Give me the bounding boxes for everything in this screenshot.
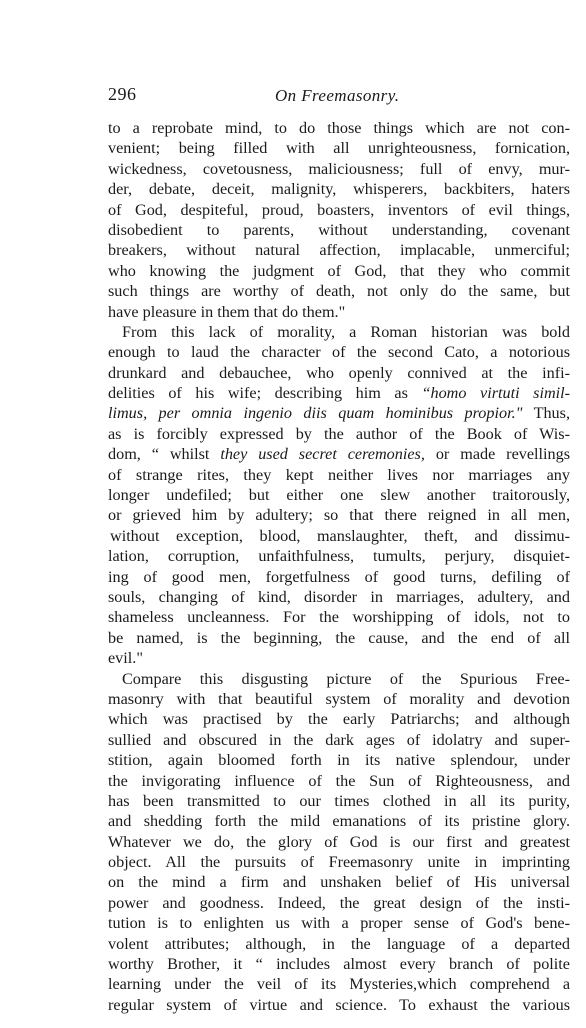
italic-phrase: they used secret ceremonies,	[220, 445, 425, 464]
text-line: der, debate, deceit, malignity, whisperers, backbiters, haters	[108, 180, 570, 199]
text-line	[108, 403, 570, 423]
text-line: drunkard and debauchee, who openly connived at the infi-	[108, 363, 570, 382]
text-line: who knowing the judgment of God, that they who commit	[108, 261, 570, 280]
text-line: learning under the veil of its Mysteries,which comprehend a	[108, 975, 570, 994]
text-line: and shedding forth the mild emanations of its pristine glory.	[108, 812, 570, 831]
text-line: masonry with that beautiful system of morality and devotion	[108, 689, 570, 708]
text-line: souls, changing of kind, disorder in marriages, adultery, and	[108, 587, 570, 606]
text-line: as is forcibly expressed by the author of the Book of Wis-	[108, 424, 570, 443]
text-line: without exception, blood, manslaughter, theft, and dissimu-	[110, 526, 570, 545]
text-line: be named, is the beginning, the cause, and the end of all	[108, 628, 570, 647]
text-line: shameless uncleanness. For the worshipping of idols, not to	[108, 608, 570, 627]
text-line: evil."	[108, 649, 143, 668]
text-line: power and goodness. Indeed, the great design of the insti-	[108, 893, 570, 912]
running-head: On Freemasonry.	[275, 86, 400, 105]
text-line: such things are worthy of death, not only do the same, but	[108, 282, 570, 301]
latin-quote: “homo virtuti simil-	[421, 384, 571, 403]
text-line: of strange rites, they kept neither lives nor marriages any	[108, 465, 570, 484]
text-line: of God, despiteful, proud, boasters, inventors of evil things,	[108, 200, 570, 219]
text-line: have pleasure in them that do them."	[108, 302, 346, 321]
text-line: longer undefiled; but either one slew another traitorously,	[108, 486, 570, 505]
text-line: on the mind a firm and unshaken belief of His universal	[108, 873, 570, 892]
text-line: sullied and obscured in the dark ages of idolatry and super-	[108, 730, 570, 749]
text-line: regular system of virtue and science. To exhaust the various	[108, 995, 570, 1014]
text-line: or grieved him by adultery; so that there reigned in all men,	[108, 506, 570, 525]
text-line: disobedient to parents, without understanding, covenant	[108, 220, 570, 239]
text-line: which was practised by the early Patriarchs; and although	[108, 710, 570, 729]
text-line: ing of good men, forgetfulness of good turns, defiling of	[108, 567, 570, 586]
paragraph-start-line: Compare this disgusting picture of the Spurious Free-	[122, 669, 570, 688]
text-line: wickedness, covetousness, maliciousness; full of envy, mur-	[108, 159, 570, 178]
text-line: to a reprobate mind, to do those things which are not con-	[108, 119, 570, 137]
paragraph-start-line: From this lack of morality, a Roman historian was bold	[122, 322, 570, 341]
text-line: venient; being filled with all unrighteousness, fornication,	[108, 139, 570, 158]
text-segment: dom, “ whilst	[108, 445, 210, 464]
text-line	[108, 444, 570, 464]
text-segment: Thus,	[533, 404, 570, 423]
text-line: object. All the pursuits of Freemasonry unite in imprinting	[108, 853, 570, 872]
text-line: the invigorating influence of the Sun of Righteousness, and	[108, 771, 570, 790]
latin-quote: limus, per omnia ingenio diis quam hominibus propior."	[108, 404, 523, 423]
text-line: worthy Brother, it “ includes almost every branch of polite	[108, 955, 570, 974]
text-line: stition, again bloomed forth in its native splendour, under	[108, 751, 570, 770]
page-number: 296	[108, 84, 137, 104]
text-line: enough to laud the character of the second Cato, a notorious	[108, 343, 570, 362]
body-text	[108, 118, 570, 1015]
page-header	[108, 84, 570, 108]
text-line: breakers, without natural affection, implacable, unmerciful;	[108, 241, 570, 260]
text-line: lation, corruption, unfaithfulness, tumults, perjury, disquiet-	[108, 547, 570, 566]
text-segment: delities of his wife; describing him as	[108, 384, 408, 403]
text-line	[108, 383, 570, 403]
text-line: volent attributes; although, in the language of a departed	[108, 934, 570, 953]
text-segment: or made revellings	[435, 445, 571, 464]
text-line: Whatever we do, the glory of God is our first and greatest	[108, 832, 570, 851]
text-line: has been transmitted to our times clothed in all its purity,	[108, 791, 570, 810]
text-line: tution is to enlighten us with a proper sense of God's bene-	[108, 914, 570, 933]
